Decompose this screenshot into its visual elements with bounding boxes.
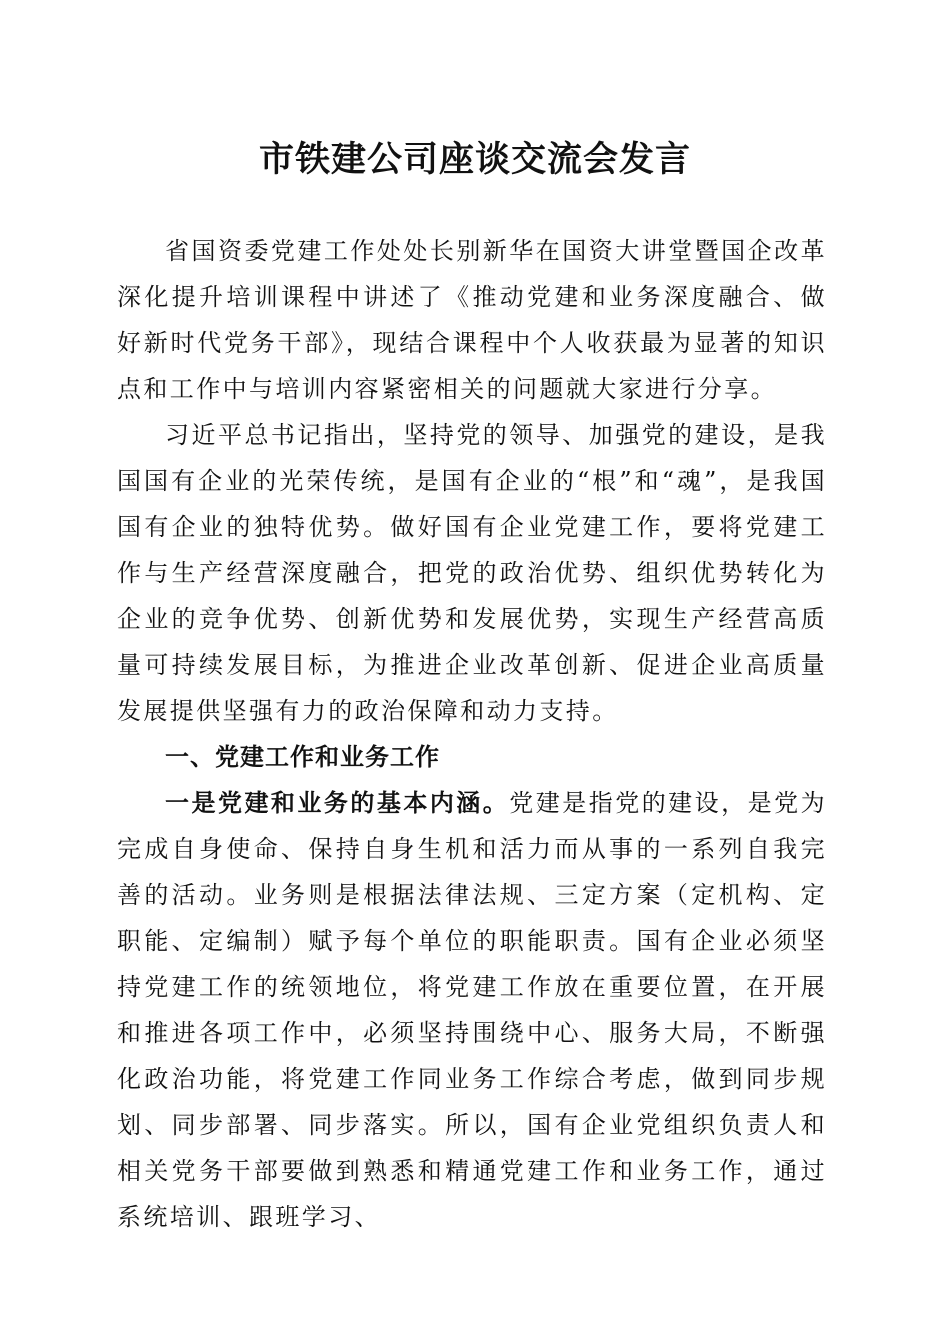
paragraph-body-text: 党建是指党的建设，是党为完成自身使命、保持自身生机和活力而从事的一系列自我完善的活动。业务则是根据法律法规、三定方案（定机构、定职能、定编制）赋予每个单位的职能职责。国有企业必须坚持党建工作的统领地位，将党建工作放在重要位置，在开展和推进各项工作中，必须坚持围绕中心、服务大局，不断强化政治功能，将党建工作同业务工作综合考虑，做到同步规划、同步部署、同步落实。所以，国有企业党组织负责人和相关党务干部要做到熟悉和精通党建工作和业务工作，通过系统培训、跟班学习、 — [117, 789, 827, 1231]
intro-paragraph-2: 习近平总书记指出，坚持党的领导、加强党的建设，是我国国有企业的光荣传统，是国有企业的“根”和“魂”，是我国国有企业的独特优势。做好国有企业党建工作，要将党建工作与生产经营深度融合，把党的政治优势、组织优势转化为企业的竞争优势、创新优势和发展优势，实现生产经营高质量可持续发展目标，为推进企业改革创新、促进企业高质量发展提供坚强有力的政治保障和动力支持。 — [117, 421, 827, 725]
document-title: 市铁建公司座谈交流会发言 — [258, 139, 691, 180]
document-body — [117, 228, 827, 1240]
intro-paragraph-1: 省国资委党建工作处处长别新华在国资大讲堂暨国企改革深化提升培训课程中讲述了《推动党建和业务深度融合、做好新时代党务干部》，现结合课程中个人收获最为显著的知识点和工作中与培训内容紧密相关的问题就大家进行分享。 — [117, 237, 827, 403]
paragraph-lead-sentence: 一是党建和业务的基本内涵。 — [165, 788, 510, 817]
section1-paragraph-1 — [117, 780, 827, 1240]
section-heading-1: 一、党建工作和业务工作 — [165, 743, 440, 771]
